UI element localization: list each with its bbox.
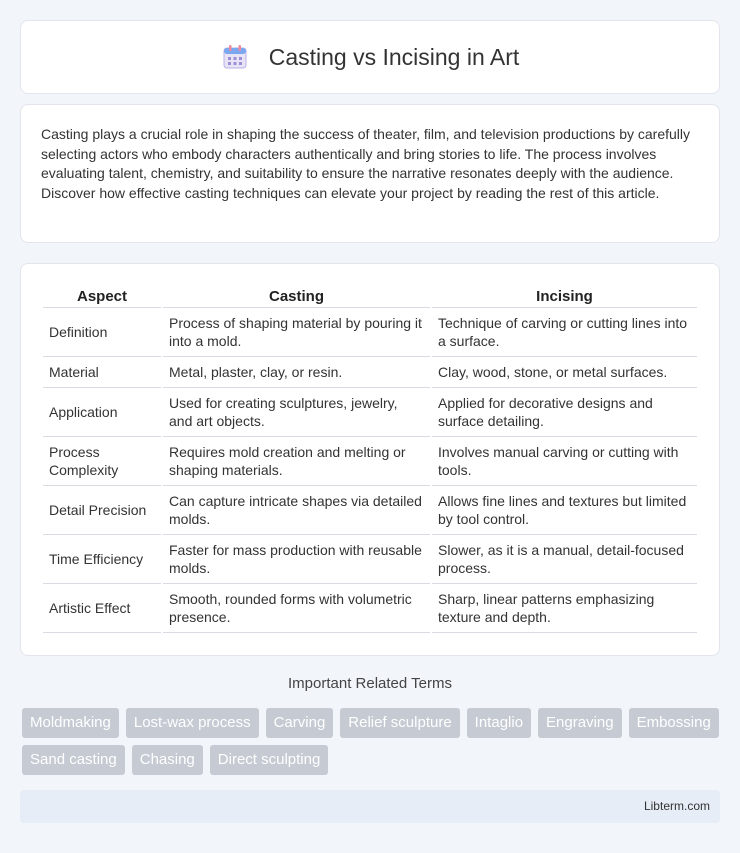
table-row — [43, 357, 697, 388]
cell-aspect: Application — [43, 388, 161, 437]
cell-aspect: Definition — [43, 308, 161, 357]
tag-moldmaking[interactable]: Moldmaking — [22, 708, 119, 738]
table-row — [43, 437, 697, 486]
cell-incising: Applied for decorative designs and surface detailing. — [432, 388, 697, 437]
tag-sand-casting[interactable]: Sand casting — [22, 745, 125, 775]
cell-aspect: Detail Precision — [43, 486, 161, 535]
tag-engraving[interactable]: Engraving — [538, 708, 622, 738]
cell-incising: Allows fine lines and textures but limited by tool control. — [432, 486, 697, 535]
tag-carving[interactable]: Carving — [266, 708, 334, 738]
intro-text: Casting plays a crucial role in shaping the success of theater, film, and television productions by carefully selecting actors who embody characters authentically and bring stories to life. The process involves evaluating talent, chemistry, and suitability to ensure the narrative resonates deeply with the audience. Discover how effective casting techniques can elevate your project by reading the rest of this article. — [41, 126, 691, 201]
cell-incising: Technique of carving or cutting lines into a surface. — [432, 308, 697, 357]
table-row — [43, 535, 697, 584]
cell-casting: Smooth, rounded forms with volumetric presence. — [163, 584, 430, 633]
header-incising: Incising — [432, 284, 697, 308]
table-row — [43, 486, 697, 535]
cell-casting: Faster for mass production with reusable molds. — [163, 535, 430, 584]
tag-direct-sculpting[interactable]: Direct sculpting — [210, 745, 329, 775]
calendar-icon — [221, 43, 249, 71]
cell-aspect: Process Complexity — [43, 437, 161, 486]
cell-incising: Involves manual carving or cutting with tools. — [432, 437, 697, 486]
cell-casting: Used for creating sculptures, jewelry, and art objects. — [163, 388, 430, 437]
cell-incising: Sharp, linear patterns emphasizing texture and depth. — [432, 584, 697, 633]
footer — [20, 790, 720, 823]
table-header-row — [43, 284, 697, 308]
title-card — [20, 20, 720, 94]
cell-aspect: Time Efficiency — [43, 535, 161, 584]
tag-lost-wax-process[interactable]: Lost-wax process — [126, 708, 259, 738]
cell-aspect: Artistic Effect — [43, 584, 161, 633]
related-terms-title: Important Related Terms — [288, 675, 452, 692]
page-title: Casting vs Incising in Art — [268, 43, 520, 70]
table-row — [43, 388, 697, 437]
cell-casting: Metal, plaster, clay, or resin. — [163, 357, 430, 388]
header-aspect: Aspect — [43, 284, 161, 308]
comparison-table-card — [20, 263, 720, 656]
cell-incising: Slower, as it is a manual, detail-focused process. — [432, 535, 697, 584]
comparison-table — [41, 284, 699, 633]
tag-embossing[interactable]: Embossing — [629, 708, 719, 738]
intro-card — [20, 104, 720, 243]
related-terms-tags — [22, 708, 722, 775]
tag-chasing[interactable]: Chasing — [132, 745, 203, 775]
header-casting: Casting — [163, 284, 430, 308]
tag-relief-sculpture[interactable]: Relief sculpture — [340, 708, 459, 738]
cell-casting: Can capture intricate shapes via detailed molds. — [163, 486, 430, 535]
footer-site-link[interactable]: Libterm.com — [643, 799, 710, 813]
table-row — [43, 308, 697, 357]
related-terms-section — [0, 675, 740, 692]
table-row — [43, 584, 697, 633]
cell-incising: Clay, wood, stone, or metal surfaces. — [432, 357, 697, 388]
cell-casting: Process of shaping material by pouring it into a mold. — [163, 308, 430, 357]
cell-casting: Requires mold creation and melting or shaping materials. — [163, 437, 430, 486]
tag-intaglio[interactable]: Intaglio — [467, 708, 531, 738]
cell-aspect: Material — [43, 357, 161, 388]
